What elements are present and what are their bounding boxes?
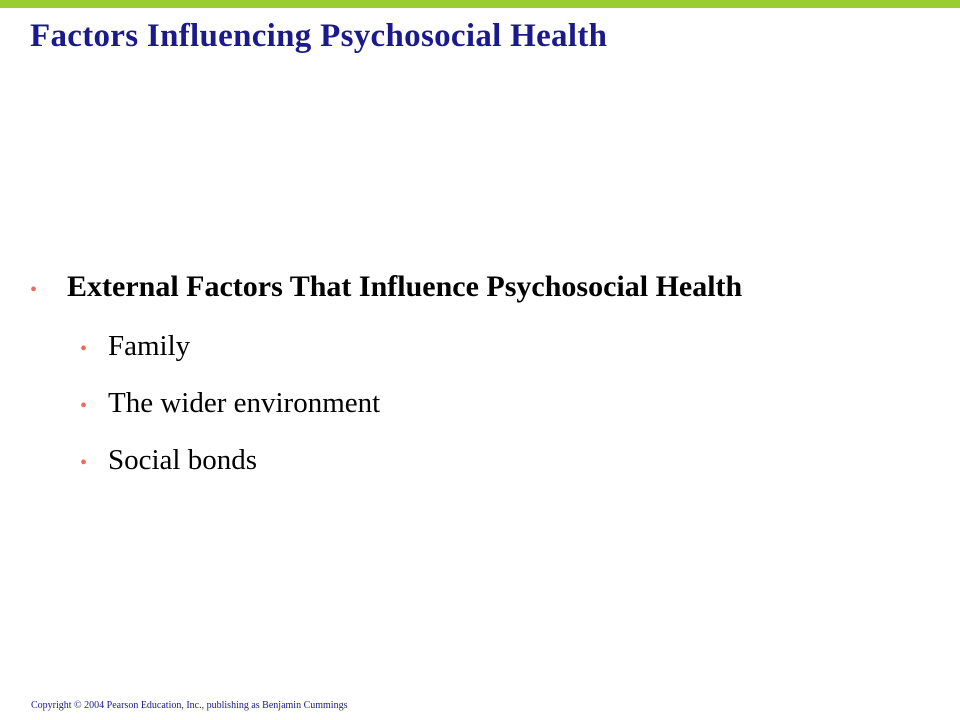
main-bullet-item: [30, 270, 742, 320]
slide-title: Factors Influencing Psychosocial Health: [30, 18, 608, 54]
sub-bullet-item-environment: [30, 387, 742, 444]
sub-bullet-item-family: [30, 330, 742, 387]
main-bullet-text: External Factors That Influence Psychosocial Health: [67, 270, 743, 303]
sub-bullet-text: Family: [108, 330, 191, 362]
bullet-dot-icon: •: [30, 279, 38, 301]
sub-bullet-item-social-bonds: [30, 444, 742, 501]
bullet-list: [30, 270, 742, 501]
sub-bullet-text: Social bonds: [108, 444, 258, 476]
copyright-footer: Copyright © 2004 Pearson Education, Inc., publishing as Benjamin Cummings: [31, 700, 348, 711]
top-accent-bar: [0, 0, 960, 8]
bullet-dot-icon: •: [80, 395, 88, 417]
bullet-dot-icon: •: [80, 452, 88, 474]
sub-bullet-list: [30, 330, 742, 501]
sub-bullet-text: The wider environment: [108, 387, 381, 419]
bullet-dot-icon: •: [80, 338, 88, 360]
sub-bullet-group: [30, 330, 742, 501]
